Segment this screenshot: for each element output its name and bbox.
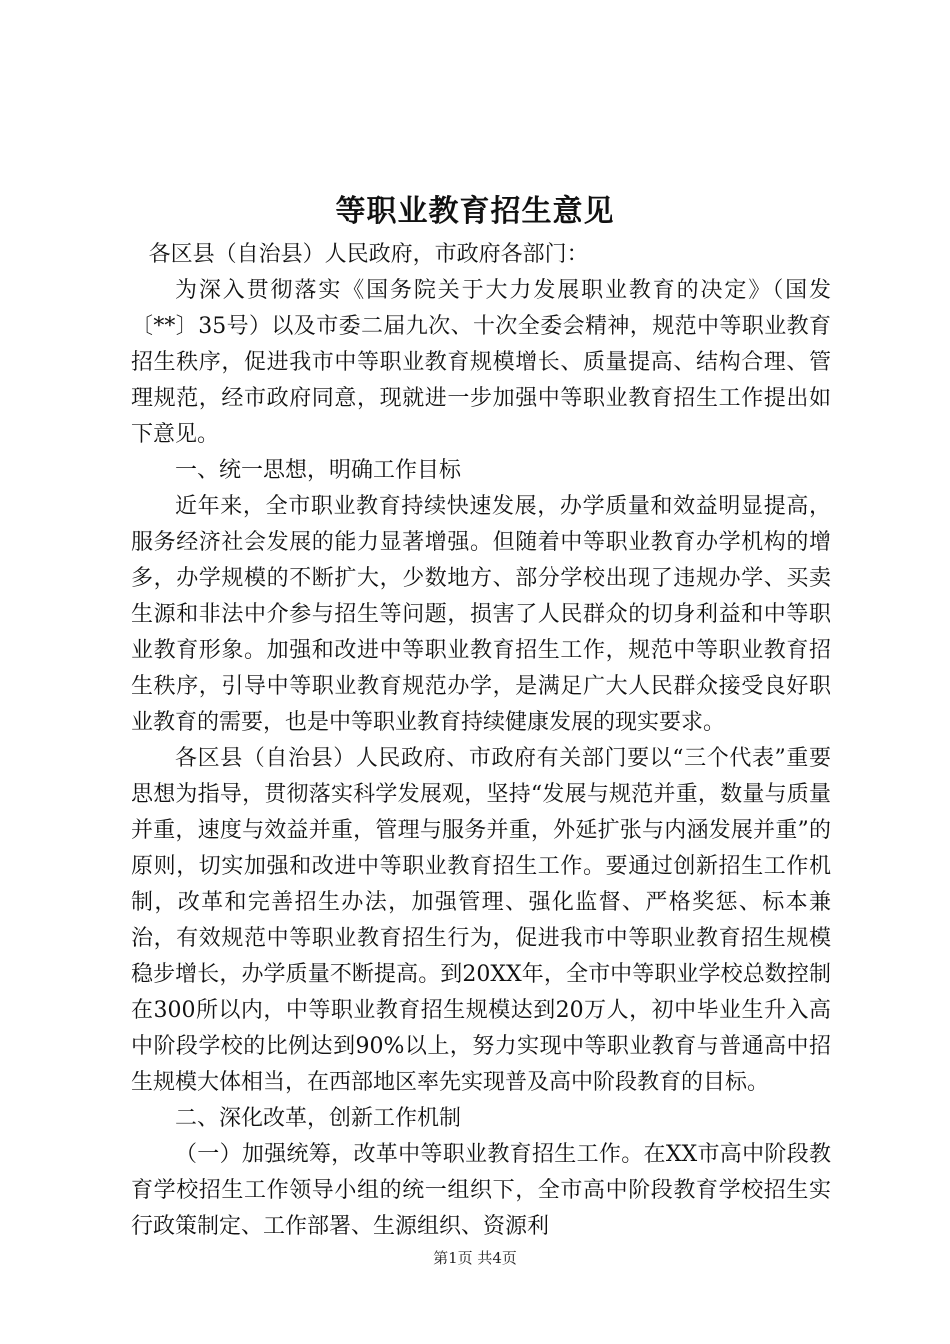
document-body: [131, 237, 831, 1245]
body-paragraph: （一）加强统筹，改革中等职业教育招生工作。在XX市高中阶段教育学校招生工作领导小组的统一组织下，全市高中阶段教育学校招生实行政策制定、工作部署、生源组织、资源利: [131, 1142, 831, 1239]
section-heading-2: 二、深化改革，创新工作机制: [175, 1106, 462, 1131]
salutation-paragraph: 各区县（自治县）人民政府，市政府各部门：: [148, 242, 589, 267]
body-paragraph: 近年来，全市职业教育持续快速发展，办学质量和效益明显提高，服务经济社会发展的能力显著增强。但随着中等职业教育办学机构的增多，办学规模的不断扩大，少数地方、部分学校出现了违规办学、买卖生源和非法中介参与招生等问题，损害了人民群众的切身利益和中等职业教育形象。加强和改进中等职业教育招生工作，规范中等职业教育招生秩序，引导中等职业教育规范办学，是满足广大人民群众接受良好职业教育的需要，也是中等职业教育持续健康发展的现实要求。: [131, 494, 831, 735]
intro-paragraph: 为深入贯彻落实《国务院关于大力发展职业教育的决定》（国发〔**〕35号）以及市委二届九次、十次全委会精神，规范中等职业教育招生秩序，促进我市中等职业教育规模增长、质量提高、结构合理、管理规范，经市政府同意，现就进一步加强中等职业教育招生工作提出如下意见。: [131, 278, 831, 447]
page-footer: 第1页 共4页: [433, 1249, 517, 1267]
section-heading-1: 一、统一思想，明确工作目标: [175, 458, 462, 483]
body-paragraph: 各区县（自治县）人民政府、市政府有关部门要以“三个代表”重要思想为指导，贯彻落实科学发展观，坚持“发展与规范并重，数量与质量并重，速度与效益并重，管理与服务并重，外延扩张与内涵发展并重”的原则，切实加强和改进中等职业教育招生工作。要通过创新招生工作机制，改革和完善招生办法，加强管理、强化监督、严格奖惩、标本兼治，有效规范中等职业教育招生行为，促进我市中等职业教育招生规模稳步增长，办学质量不断提高。到20XX年，全市中等职业学校总数控制在300所以内，中等职业教育招生规模达到20万人，初中毕业生升入高中阶段学校的比例达到90%以上，努力实现中等职业教育与普通高中招生规模大体相当，在西部地区率先实现普及高中阶段教育的目标。: [131, 746, 831, 1095]
document-title: 等职业教育招生意见: [335, 194, 615, 229]
